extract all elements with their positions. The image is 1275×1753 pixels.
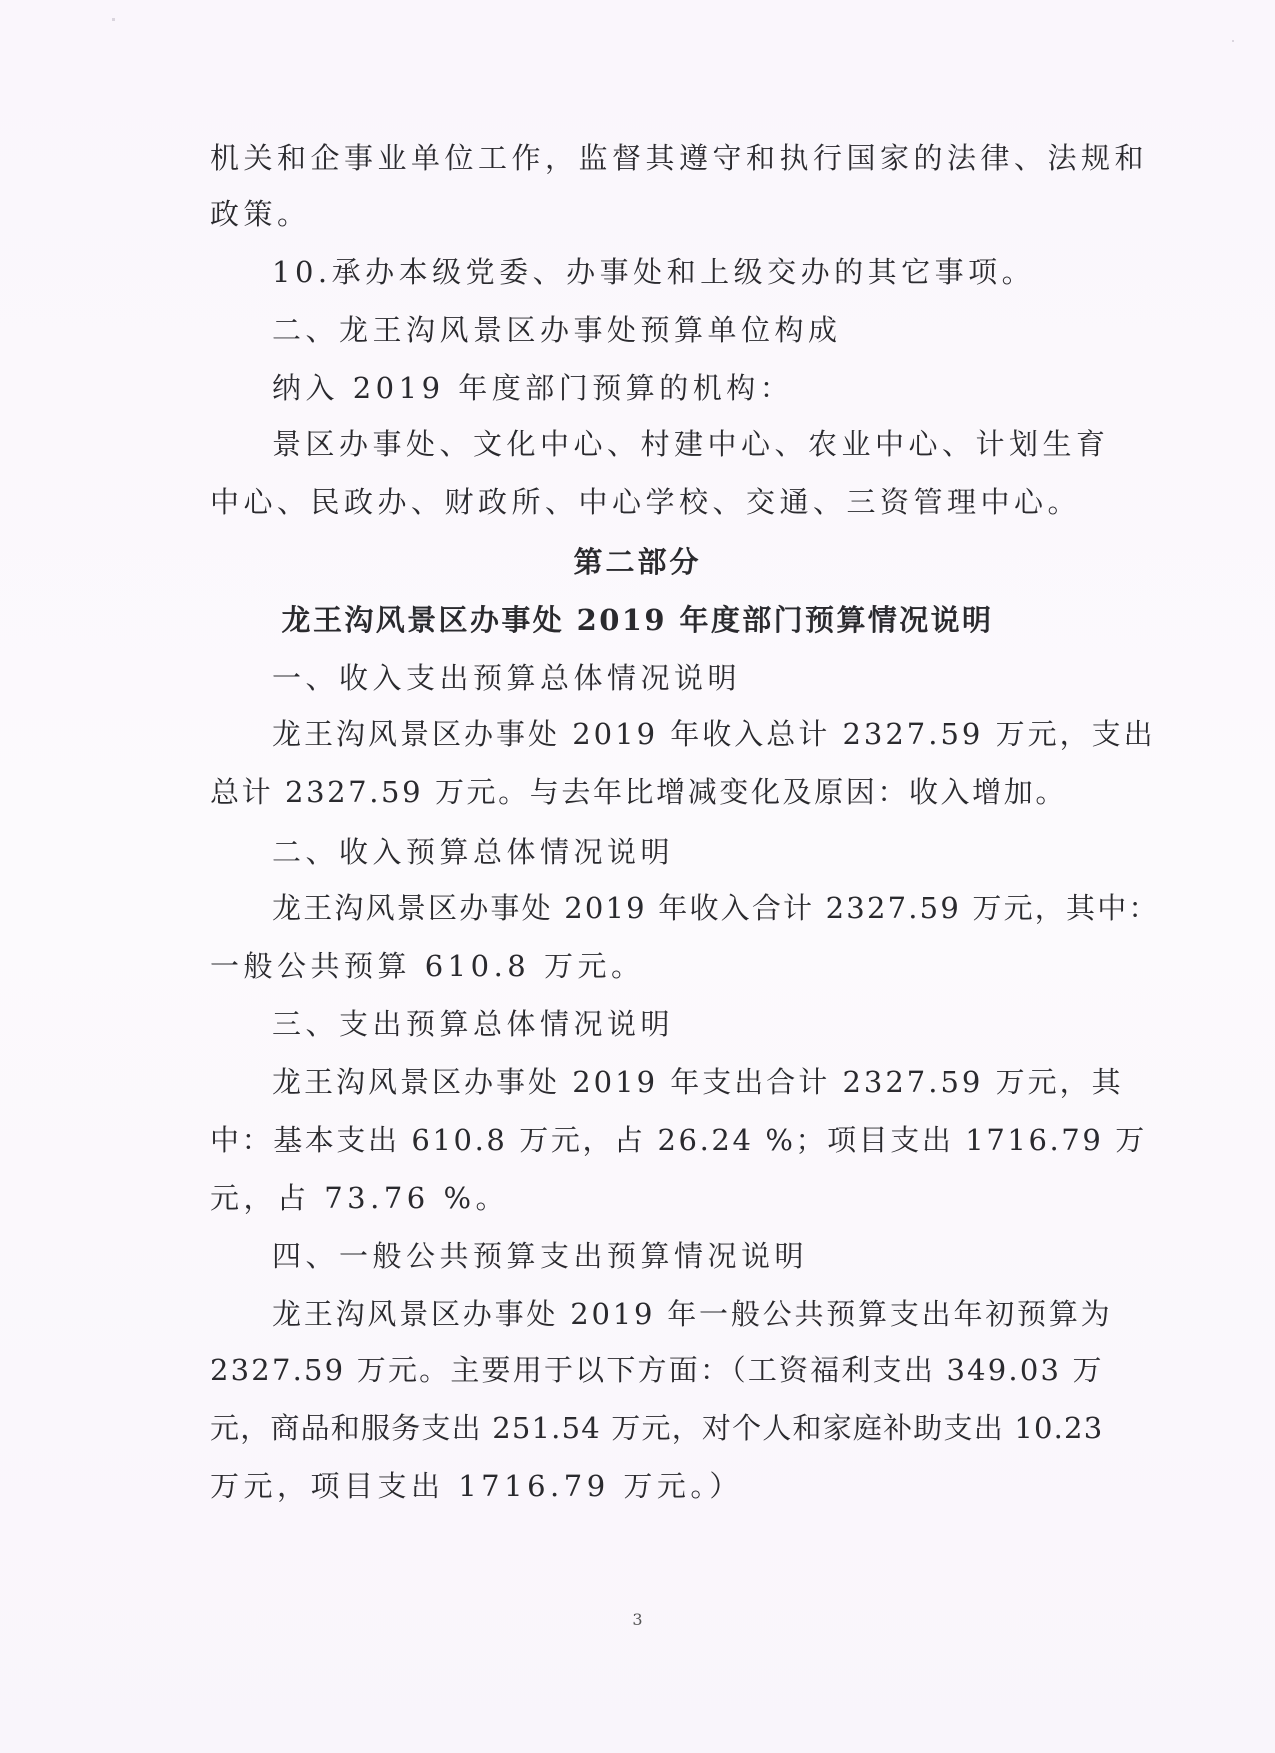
body-line: 政策。 xyxy=(210,197,311,231)
body-line: 景区办事处、文化中心、村建中心、农业中心、计划生育 xyxy=(272,427,1110,461)
body-line: 中心、民政办、财政所、中心学校、交通、三资管理中心。 xyxy=(210,485,1082,519)
section-heading: 三、支出预算总体情况说明 xyxy=(272,1007,675,1041)
section-heading: 四、一般公共预算支出预算情况说明 xyxy=(272,1239,809,1273)
body-line: 机关和企事业单位工作，监督其遵守和执行国家的法律、法规和 xyxy=(210,141,1149,175)
part-title: 第二部分 xyxy=(573,545,702,579)
body-line: 元，商品和服务支出 251.54 万元，对个人和家庭补助支出 10.23 xyxy=(210,1411,1104,1445)
list-item-10: 10.承办本级党委、办事处和上级交办的其它事项。 xyxy=(272,255,1036,289)
section-heading: 二、收入预算总体情况说明 xyxy=(272,835,675,869)
body-line: 总计 2327.59 万元。与去年比增减变化及原因：收入增加。 xyxy=(210,775,1067,809)
document-title: 龙王沟风景区办事处 2019 年度部门预算情况说明 xyxy=(281,603,994,637)
body-line: 龙王沟风景区办事处 2019 年支出合计 2327.59 万元，其 xyxy=(272,1065,1124,1099)
section-heading: 二、龙王沟风景区办事处预算单位构成 xyxy=(272,313,842,347)
body-line: 中：基本支出 610.8 万元，占 26.24 %；项目支出 1716.79 万 xyxy=(210,1123,1147,1157)
scan-speck xyxy=(1232,40,1234,42)
page-number: 3 xyxy=(632,1610,643,1629)
section-heading: 一、收入支出预算总体情况说明 xyxy=(272,661,742,695)
body-line: 元，占 73.76 %。 xyxy=(210,1181,510,1215)
body-line: 龙王沟风景区办事处 2019 年收入合计 2327.59 万元，其中： xyxy=(272,891,1160,925)
scan-speck xyxy=(112,18,115,21)
body-line: 纳入 2019 年度部门预算的机构： xyxy=(272,371,794,405)
body-line: 一般公共预算 610.8 万元。 xyxy=(210,949,645,983)
body-line: 龙王沟风景区办事处 2019 年收入总计 2327.59 万元，支出 xyxy=(272,717,1156,751)
body-line: 万元，项目支出 1716.79 万元。） xyxy=(210,1469,743,1503)
body-line: 龙王沟风景区办事处 2019 年一般公共预算支出年初预算为 xyxy=(272,1297,1113,1331)
body-line: 2327.59 万元。主要用于以下方面：（工资福利支出 349.03 万 xyxy=(210,1353,1104,1387)
